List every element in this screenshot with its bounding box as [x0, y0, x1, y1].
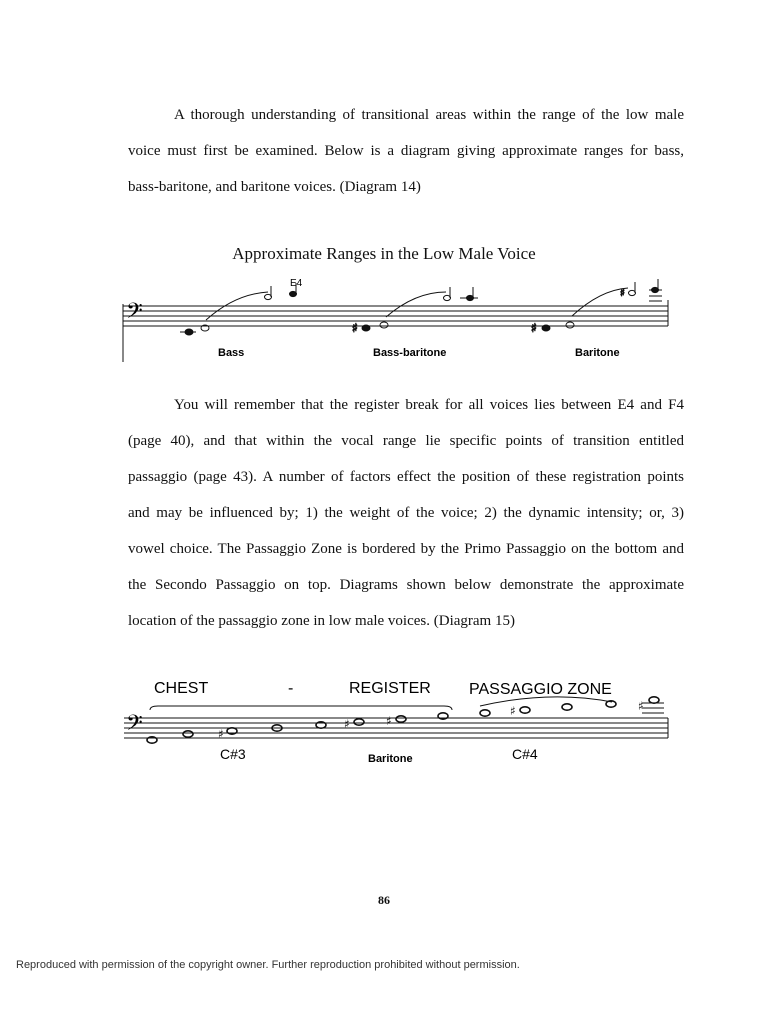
diagram-14-title: Approximate Ranges in the Low Male Voice — [232, 244, 536, 263]
chest-register-bracket — [150, 706, 452, 710]
paragraph-line: passaggio (page 43). A number of factors effect the position of these registration points — [128, 469, 684, 485]
e4-label: E4 — [290, 278, 303, 289]
svg-text:♯: ♯ — [638, 699, 644, 713]
svg-text:♯: ♯ — [344, 717, 350, 731]
passaggio-zone-label: PASSAGGIO ZONE — [469, 681, 612, 698]
svg-text:♯: ♯ — [386, 714, 392, 728]
svg-text:♯: ♯ — [218, 727, 224, 741]
passaggio-paragraph — [128, 387, 684, 639]
register-label: REGISTER — [349, 680, 431, 697]
bass-clef-icon — [126, 299, 143, 329]
paragraph-line: location of the passaggio zone in low male voices. (Diagram 15) — [128, 613, 515, 629]
paragraph-line: A thorough understanding of transitional areas within the range of the low male — [174, 107, 684, 123]
intro-paragraph — [128, 97, 684, 205]
page-number: 86 — [378, 893, 390, 907]
scale-notes — [147, 697, 659, 743]
bass-baritone-label: Bass-baritone — [373, 347, 447, 359]
svg-text:♯: ♯ — [510, 704, 516, 718]
paragraph-line: You will remember that the register break for all voices lies between E4 and F4 — [174, 397, 684, 413]
baritone-voice-label: Baritone — [368, 753, 413, 765]
c-sharp-3-label: C#3 — [220, 746, 246, 762]
paragraph-line: and may be influenced by; 1) the weight of the voice; 2) the dynamic intensity; or, 3) — [128, 505, 684, 521]
diagram-15-staff — [0, 670, 768, 770]
svg-text:𝄢: 𝄢 — [126, 711, 143, 741]
paragraph-line: vowel choice. The Passaggio Zone is bordered by the Primo Passaggio on the bottom and — [128, 541, 684, 557]
c-sharp-4-label: C#4 — [512, 746, 538, 762]
paragraph-line: voice must first be examined. Below is a diagram giving approximate ranges for bass, — [128, 143, 684, 159]
bass-label: Bass — [218, 347, 245, 359]
baritone-label: Baritone — [575, 347, 620, 359]
paragraph-line: the Secondo Passaggio on top. Diagrams shown below demonstrate the approximate — [128, 577, 684, 593]
svg-text:♯: ♯ — [352, 321, 358, 335]
paragraph-line: (page 40), and that within the vocal range lie specific points of transition entitled — [128, 433, 684, 449]
passaggio-zone-arc — [480, 697, 612, 706]
diagram-14-staff — [0, 270, 768, 370]
copyright-footer: Reproduced with permission of the copyright owner. Further reproduction prohibited without permission. — [16, 959, 520, 971]
svg-text:♯: ♯ — [531, 321, 537, 335]
baritone-range — [531, 279, 662, 335]
svg-text:𝄢: 𝄢 — [126, 299, 143, 329]
svg-text:♯: ♯ — [620, 288, 625, 299]
chest-label: CHEST — [154, 680, 209, 697]
dash-separator: - — [288, 680, 294, 697]
paragraph-line: bass-baritone, and baritone voices. (Diagram 14) — [128, 179, 421, 195]
bass-clef-icon — [126, 711, 143, 741]
bass-range — [185, 283, 297, 335]
